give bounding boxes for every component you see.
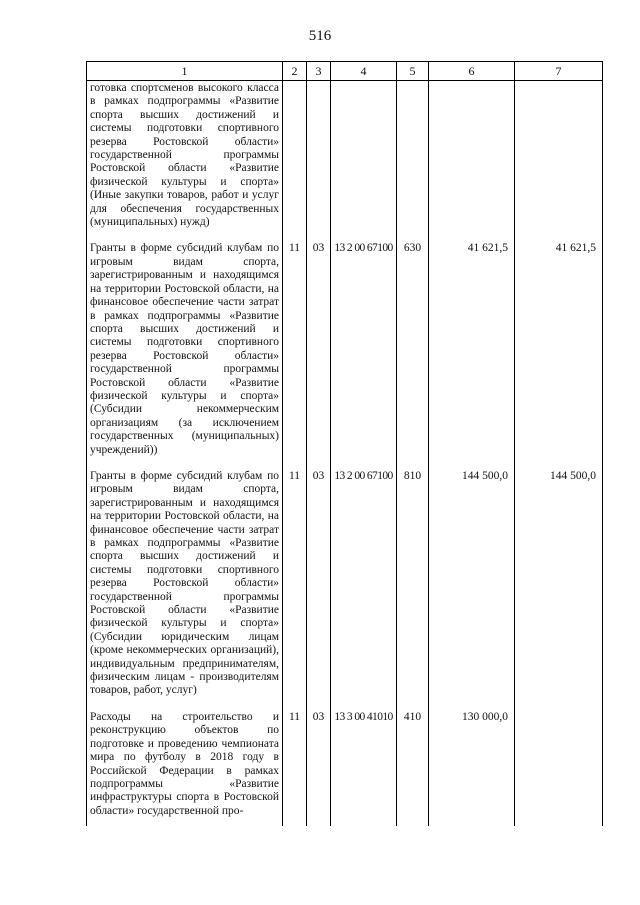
row-csr: 13 3 00 41010 (331, 706, 397, 826)
row-pr: 03 (307, 237, 331, 465)
row-sum-1: 130 000,0 (429, 706, 515, 826)
header-col-2: 2 (283, 62, 307, 81)
row-sum-1: 41 621,5 (429, 237, 515, 465)
table-row (87, 465, 603, 706)
header-col-3: 3 (307, 62, 331, 81)
row-description: Расходы на строительство и реконструкцию объектов по подготовке и проведению чемпионата мира по футболу в 2018 году в Российской Федерации в рамках подпрограммы «Развитие инфраструктуры спорта в Ростовской области» государственной про- (87, 706, 283, 826)
row-pr (307, 81, 331, 238)
row-pr: 03 (307, 465, 331, 706)
row-description: Гранты в форме субсидий клубам по игровым видам спорта, зарегистрированным и находящимся на территории Ростовской области, на финансовое обеспечение части затрат в рамках подпрограммы «Развитие спорта высших достижений и системы подготовки спортивного резерва Ростовской области» государственной программы Ростовской области «Развитие физической культуры и спорта» (Субсидии некоммерческим организациям (за исключением государственных (муниципальных) учреждений)) (87, 237, 283, 465)
row-vr (397, 81, 429, 238)
row-sum-2 (515, 81, 603, 238)
row-sum-2: 41 621,5 (515, 237, 603, 465)
row-description: готовка спортсменов высокого класса в рамках подпрограммы «Развитие спорта высших достижений и системы подготовки спортивного резерва Ростовской области» государственной программы Ростовской области «Развитие физической культуры и спорта» (Иные закупки товаров, работ и услуг для обеспечения государственных (муниципальных) нужд) (87, 81, 283, 238)
header-col-6: 6 (429, 62, 515, 81)
row-vr: 630 (397, 237, 429, 465)
budget-table (86, 61, 603, 826)
row-csr: 13 2 00 67100 (331, 465, 397, 706)
row-sum-1 (429, 81, 515, 238)
row-vr: 810 (397, 465, 429, 706)
row-rz: 11 (283, 706, 307, 826)
header-col-4: 4 (331, 62, 397, 81)
page-number: 516 (308, 28, 332, 44)
header-col-5: 5 (397, 62, 429, 81)
row-sum-1: 144 500,0 (429, 465, 515, 706)
row-sum-2: 144 500,0 (515, 465, 603, 706)
header-col-7: 7 (515, 62, 603, 81)
header-col-1: 1 (87, 62, 283, 81)
table-header (87, 62, 603, 81)
row-sum-2 (515, 706, 603, 826)
row-csr (331, 81, 397, 238)
table-body (87, 81, 603, 827)
table-row (87, 81, 603, 238)
row-rz: 11 (283, 465, 307, 706)
row-vr: 410 (397, 706, 429, 826)
table-row (87, 237, 603, 465)
row-pr: 03 (307, 706, 331, 826)
row-csr: 13 2 00 67100 (331, 237, 397, 465)
row-rz (283, 81, 307, 238)
table-row (87, 706, 603, 826)
row-rz: 11 (283, 237, 307, 465)
row-description: Гранты в форме субсидий клубам по игровым видам спорта, зарегистрированным и находящимся на территории Ростовской области, на финансовое обеспечение части затрат в рамках подпрограммы «Развитие спорта высших достижений и системы подготовки спортивного резерва Ростовской области» государственной программы Ростовской области «Развитие физической культуры и спорта» (Субсидии юридическим лицам (кроме некоммерческих организаций), индивидуальным предпринимателям, физическим лицам - производителям товаров, работ, услуг) (87, 465, 283, 706)
header-row (87, 62, 603, 81)
